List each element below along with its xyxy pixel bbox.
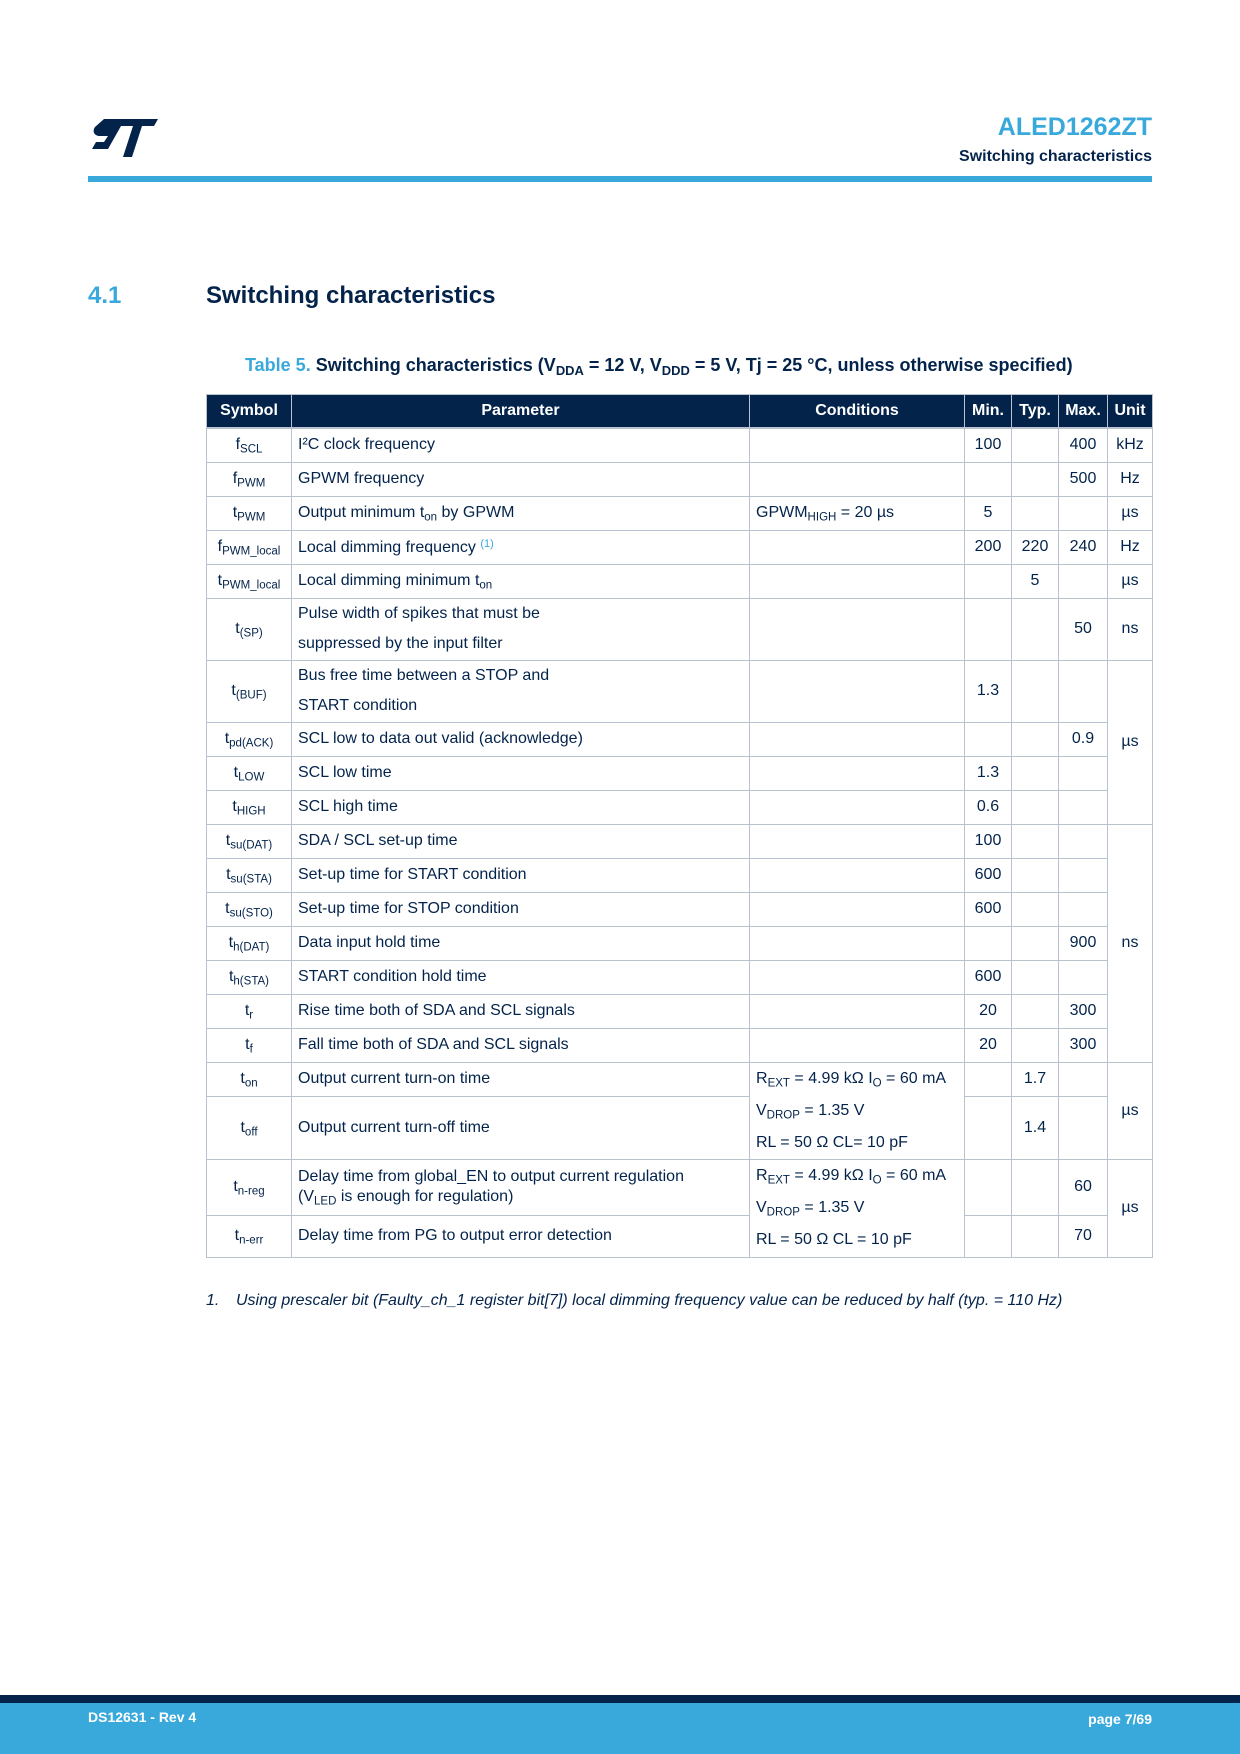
table-footnote [206,1292,1062,1310]
typ-cell [1012,496,1059,530]
unit-cell: ns [1108,598,1153,660]
max-cell: 240 [1059,530,1108,564]
conditions-cell [750,824,965,858]
col-header-parameter: Parameter [292,395,750,429]
max-cell [1059,790,1108,824]
typ-cell [1012,1215,1059,1257]
conditions-cell [750,722,965,756]
unit-cell: µs [1108,1062,1153,1159]
conditions-cell [750,960,965,994]
max-cell: 50 [1059,598,1108,660]
switching-characteristics-table [206,394,1153,1258]
conditions-cell [750,428,965,462]
min-cell: 1.3 [965,660,1012,722]
max-cell [1059,960,1108,994]
symbol-cell: $t_{su(DAT)}$ [207,824,292,858]
typ-cell [1012,1159,1059,1215]
max-cell [1059,892,1108,926]
parameter-cell: Bus free time between a STOP and START condition [292,660,750,722]
min-cell: 100 [965,824,1012,858]
symbol-cell: $t_{(SP)}$ [207,598,292,660]
conditions-cell [750,858,965,892]
symbol-cell: $t_{PWM}$ [207,496,292,530]
typ-cell [1012,858,1059,892]
max-cell [1059,756,1108,790]
symbol-cell: $f_{PWM}$ [207,462,292,496]
col-header-max: Max. [1059,395,1108,429]
typ-cell [1012,926,1059,960]
symbol-cell: $t_{h(STA)}$ [207,960,292,994]
parameter-cell: I²C clock frequency [292,428,750,462]
table-row [207,1096,1153,1159]
min-cell [965,1215,1012,1257]
typ-cell [1012,994,1059,1028]
parameter-cell: Data input hold time [292,926,750,960]
symbol-cell: $t_{pd(ACK)}$ [207,722,292,756]
table-row [207,1028,1153,1062]
min-cell [965,1159,1012,1215]
symbol-cell: $t_{HIGH}$ [207,790,292,824]
typ-cell: 1.4 [1012,1096,1059,1159]
max-cell: 400 [1059,428,1108,462]
symbol-cell: $t_{off}$ [207,1096,292,1159]
parameter-cell: Set-up time for STOP condition [292,892,750,926]
max-cell [1059,858,1108,892]
unit-cell: kHz [1108,428,1153,462]
typ-cell: 5 [1012,564,1059,598]
symbol-cell: $t_r$ [207,994,292,1028]
max-cell: 300 [1059,994,1108,1028]
symbol-cell: $t_{PWM\_local}$ [207,564,292,598]
table-row [207,564,1153,598]
footer-doc-id: DS12631 - Rev 4 [88,1709,197,1725]
min-cell [965,598,1012,660]
parameter-cell: SDA / SCL set-up time [292,824,750,858]
min-cell [965,1062,1012,1096]
min-cell: 200 [965,530,1012,564]
parameter-cell: SCL low to data out valid (acknowledge) [292,722,750,756]
max-cell [1059,1096,1108,1159]
min-cell: 20 [965,994,1012,1028]
table-row [207,1159,1153,1215]
max-cell: 300 [1059,1028,1108,1062]
table-row [207,790,1153,824]
symbol-cell: $t_{on}$ [207,1062,292,1096]
conditions-cell [750,892,965,926]
unit-cell: µs [1108,564,1153,598]
header-section-title: Switching characteristics [959,148,1152,165]
parameter-cell: Delay time from global_EN to output current regulation ($V_{LED}$ is enough for regulation) [292,1159,750,1215]
table-row [207,994,1153,1028]
table-caption: Table 5. Switching characteristics ($V_{DDA} = 12$ V, $V_{DDD} = 5$ V, Tj = 25 °C, unless otherwise specified) [245,355,1073,378]
min-cell: 600 [965,960,1012,994]
symbol-cell: $t_{su(STO)}$ [207,892,292,926]
table-row [207,462,1153,496]
max-cell [1059,660,1108,722]
table-row [207,1215,1153,1257]
min-cell: 20 [965,1028,1012,1062]
min-cell [965,462,1012,496]
footnote-text: Using prescaler bit (Faulty_ch_1 register bit[7]) local dimming frequency value can be reduced by half (typ. = 110 Hz) [236,1292,1063,1309]
min-cell [965,1096,1012,1159]
min-cell: 600 [965,858,1012,892]
footer-page-number: page 7/69 [1088,1711,1152,1727]
typ-cell [1012,892,1059,926]
unit-cell: ns [1108,824,1153,1062]
symbol-cell: $t_{su(STA)}$ [207,858,292,892]
typ-cell [1012,660,1059,722]
min-cell: 600 [965,892,1012,926]
symbol-cell: $f_{SCL}$ [207,428,292,462]
table-row [207,926,1153,960]
max-cell: 70 [1059,1215,1108,1257]
typ-cell [1012,960,1059,994]
conditions-cell [750,926,965,960]
max-cell: 0.9 [1059,722,1108,756]
table-row [207,496,1153,530]
header-rule [88,176,1152,182]
parameter-cell: START condition hold time [292,960,750,994]
parameter-cell: Local dimming frequency $^{(1)}$ [292,530,750,564]
table-row [207,892,1153,926]
parameter-cell: Pulse width of spikes that must be suppressed by the input filter [292,598,750,660]
section-number: 4.1 [88,282,122,309]
unit-cell: µs [1108,660,1153,824]
max-cell: 500 [1059,462,1108,496]
typ-cell [1012,428,1059,462]
symbol-cell: $t_{n-reg}$ [207,1159,292,1215]
min-cell [965,564,1012,598]
min-cell [965,722,1012,756]
typ-cell: 220 [1012,530,1059,564]
table-header-row [207,395,1153,429]
parameter-cell: Rise time both of SDA and SCL signals [292,994,750,1028]
typ-cell [1012,824,1059,858]
table-caption-label: Table 5. [245,355,311,375]
conditions-cell [750,598,965,660]
parameter-cell: Output current turn-on time [292,1062,750,1096]
table-row [207,858,1153,892]
min-cell: 0.6 [965,790,1012,824]
parameter-cell: GPWM frequency [292,462,750,496]
typ-cell [1012,756,1059,790]
col-header-conditions: Conditions [750,395,965,429]
table-row [207,824,1153,858]
unit-cell: Hz [1108,462,1153,496]
symbol-cell: $t_{n-err}$ [207,1215,292,1257]
min-cell: 5 [965,496,1012,530]
table-row [207,1062,1153,1096]
unit-cell: µs [1108,1159,1153,1257]
symbol-cell: $t_{(BUF)}$ [207,660,292,722]
parameter-cell: Output minimum $t_{on}$ by GPWM [292,496,750,530]
symbol-cell: $f_{PWM\_local}$ [207,530,292,564]
footnote-reference[interactable]: (1) [480,537,494,550]
footer-rule [0,1695,1240,1703]
st-logo-icon [88,117,160,159]
conditions-cell [750,1028,965,1062]
conditions-cell [750,790,965,824]
max-cell: 900 [1059,926,1108,960]
parameter-cell: Output current turn-off time [292,1096,750,1159]
parameter-cell: Local dimming minimum $t_{on}$ [292,564,750,598]
max-cell [1059,496,1108,530]
unit-cell: µs [1108,496,1153,530]
max-cell [1059,824,1108,858]
typ-cell [1012,722,1059,756]
typ-cell [1012,790,1059,824]
min-cell: 1.3 [965,756,1012,790]
col-header-symbol: Symbol [207,395,292,429]
conditions-cell: $R_{EXT} = 4.99$ kΩ $I_O = 60$ mA $V_{DROP} = 1.35$ V RL = 50 Ω CL= 10 pF [750,1062,965,1159]
table-row [207,722,1153,756]
col-header-unit: Unit [1108,395,1153,429]
parameter-cell: Set-up time for START condition [292,858,750,892]
parameter-cell: SCL high time [292,790,750,824]
conditions-cell [750,756,965,790]
col-header-min: Min. [965,395,1012,429]
conditions-cell [750,530,965,564]
parameter-cell: SCL low time [292,756,750,790]
typ-cell: 1.7 [1012,1062,1059,1096]
conditions-cell: $GPWM_{HIGH} = 20$ µs [750,496,965,530]
parameter-cell: Delay time from PG to output error detection [292,1215,750,1257]
symbol-cell: $t_f$ [207,1028,292,1062]
footnote-number: 1. [206,1292,220,1309]
max-cell [1059,1062,1108,1096]
table-row [207,756,1153,790]
typ-cell [1012,598,1059,660]
conditions-cell [750,660,965,722]
conditions-cell [750,462,965,496]
parameter-cell: Fall time both of SDA and SCL signals [292,1028,750,1062]
table-row [207,598,1153,660]
symbol-cell: $t_{LOW}$ [207,756,292,790]
document-title: ALED1262ZT [997,113,1152,141]
typ-cell [1012,462,1059,496]
symbol-cell: $t_{h(DAT)}$ [207,926,292,960]
section-title: Switching characteristics [206,282,496,309]
conditions-cell [750,994,965,1028]
min-cell: 100 [965,428,1012,462]
col-header-typ: Typ. [1012,395,1059,429]
min-cell [965,926,1012,960]
max-cell [1059,564,1108,598]
unit-cell: Hz [1108,530,1153,564]
table-row [207,960,1153,994]
table-row [207,428,1153,462]
conditions-cell [750,564,965,598]
typ-cell [1012,1028,1059,1062]
max-cell: 60 [1059,1159,1108,1215]
conditions-cell: $R_{EXT} = 4.99$ kΩ $I_O = 60$ mA $V_{DROP} = 1.35$ V RL = 50 Ω CL = 10 pF [750,1159,965,1257]
table-row [207,530,1153,564]
table-row [207,660,1153,722]
